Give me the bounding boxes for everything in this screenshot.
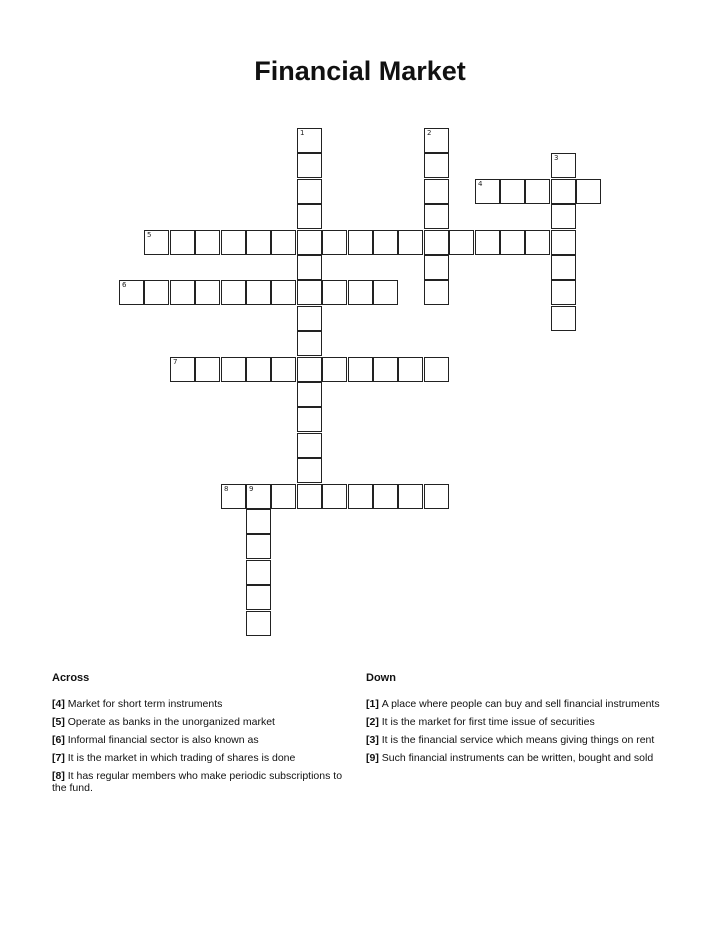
grid-cell[interactable] [221,230,246,255]
grid-cell[interactable] [297,458,322,483]
clue-number: [5] [52,716,68,728]
grid-cell[interactable] [271,357,296,382]
grid-cell[interactable] [500,230,525,255]
grid-cell[interactable] [221,484,246,509]
grid-cell[interactable] [221,357,246,382]
across-clue-5 [52,716,352,728]
clue-text: It has regular members who make periodic subscriptions to the fund. [52,770,343,794]
grid-cell[interactable] [551,153,576,178]
grid-cell[interactable] [246,611,271,636]
clue-text: A place where people can buy and sell financial instruments [381,698,660,710]
clue-number: [3] [366,734,382,746]
grid-cell[interactable] [424,255,449,280]
puzzle-title: Financial Market [254,56,466,86]
grid-cell[interactable] [271,230,296,255]
grid-cell[interactable] [297,382,322,407]
grid-cell[interactable] [424,230,449,255]
grid-cell[interactable] [525,230,550,255]
grid-cell[interactable] [525,179,550,204]
grid-cell[interactable] [551,280,576,305]
grid-cell[interactable] [170,280,195,305]
grid-cell[interactable] [271,280,296,305]
grid-cell[interactable] [424,128,449,153]
down-clue-2 [366,716,676,728]
grid-cell[interactable] [297,255,322,280]
grid-cell[interactable] [271,484,296,509]
grid-cell[interactable] [322,484,347,509]
grid-cell[interactable] [398,484,423,509]
clue-text: Operate as banks in the unorganized market [67,716,275,728]
clue-text: It is the market for first time issue of securities [381,716,595,728]
grid-cell[interactable] [297,357,322,382]
down-heading: Down [366,672,396,684]
down-clue-1 [366,698,676,710]
grid-cell[interactable] [246,280,271,305]
grid-cell[interactable] [424,153,449,178]
down-clues [366,672,676,770]
grid-cell[interactable] [246,509,271,534]
grid-cell[interactable] [551,255,576,280]
clue-number: [1] [366,698,382,710]
grid-cell[interactable] [246,560,271,585]
grid-cell[interactable] [246,585,271,610]
across-clue-4 [52,698,352,710]
across-clue-8 [52,770,352,794]
clue-number: [2] [366,716,382,728]
grid-cell[interactable] [246,534,271,559]
cell-number: 3 [554,154,559,162]
cell-number: 5 [147,231,152,239]
grid-cell[interactable] [297,306,322,331]
down-clue-9 [366,752,676,764]
grid-cell[interactable] [195,357,220,382]
grid-cell[interactable] [195,230,220,255]
grid-cell[interactable] [322,230,347,255]
cell-number: 1 [300,129,305,137]
cell-number: 6 [122,281,127,289]
grid-cell[interactable] [322,280,347,305]
cell-number: 8 [224,485,229,493]
cell-number: 2 [427,129,432,137]
grid-cell[interactable] [297,484,322,509]
grid-cell[interactable] [373,484,398,509]
grid-cell[interactable] [297,331,322,356]
grid-cell[interactable] [424,204,449,229]
cell-number: 4 [478,180,483,188]
grid-cell[interactable] [297,153,322,178]
grid-cell[interactable] [551,179,576,204]
grid-cell[interactable] [297,407,322,432]
grid-cell[interactable] [424,484,449,509]
across-clue-list [52,698,352,794]
down-clue-list [366,698,676,764]
grid-cell[interactable] [475,179,500,204]
clue-number: [8] [52,770,68,782]
grid-cell[interactable] [348,280,373,305]
cell-number: 7 [173,358,178,366]
grid-cell[interactable] [297,433,322,458]
clue-number: [7] [52,752,68,764]
grid-cell[interactable] [221,280,246,305]
clue-text: Market for short term instruments [67,698,223,710]
grid-cell[interactable] [551,306,576,331]
grid-cell[interactable] [475,230,500,255]
grid-cell[interactable] [246,484,271,509]
grid-cell[interactable] [500,179,525,204]
grid-cell[interactable] [576,179,601,204]
grid-cell[interactable] [170,357,195,382]
grid-cell[interactable] [373,230,398,255]
grid-cell[interactable] [373,357,398,382]
grid-cell[interactable] [297,179,322,204]
across-heading: Across [52,672,90,684]
grid-cell[interactable] [297,280,322,305]
clue-text: It is the market in which trading of shares is done [67,752,296,764]
grid-cell[interactable] [424,280,449,305]
grid-cell[interactable] [297,128,322,153]
grid-cell[interactable] [398,357,423,382]
grid-cell[interactable] [348,357,373,382]
clue-text: Informal financial sector is also known as [67,734,259,746]
cell-number: 9 [249,485,254,493]
clue-text: It is the financial service which means giving things on rent [381,734,655,746]
grid-cell[interactable] [348,484,373,509]
grid-cell[interactable] [373,280,398,305]
grid-cell[interactable] [348,230,373,255]
grid-cell[interactable] [170,230,195,255]
grid-cell[interactable] [551,204,576,229]
clue-number: [6] [52,734,68,746]
grid-cell[interactable] [119,280,144,305]
grid-cell[interactable] [297,204,322,229]
grid-cell[interactable] [195,280,220,305]
grid-cell[interactable] [322,357,347,382]
clue-number: [4] [52,698,68,710]
grid-cell[interactable] [424,357,449,382]
across-clues [52,672,352,800]
across-clue-7 [52,752,352,764]
grid-cell[interactable] [297,230,322,255]
grid-cell[interactable] [144,280,169,305]
grid-cell[interactable] [424,179,449,204]
grid-cell[interactable] [144,230,169,255]
down-clue-3 [366,734,676,746]
grid-cell[interactable] [551,230,576,255]
clue-text: Such financial instruments can be written, bought and sold [381,752,654,764]
clue-number: [9] [366,752,382,764]
grid-cell[interactable] [246,357,271,382]
grid-cell[interactable] [246,230,271,255]
grid-cell[interactable] [449,230,474,255]
grid-cell[interactable] [398,230,423,255]
across-clue-6 [52,734,352,746]
